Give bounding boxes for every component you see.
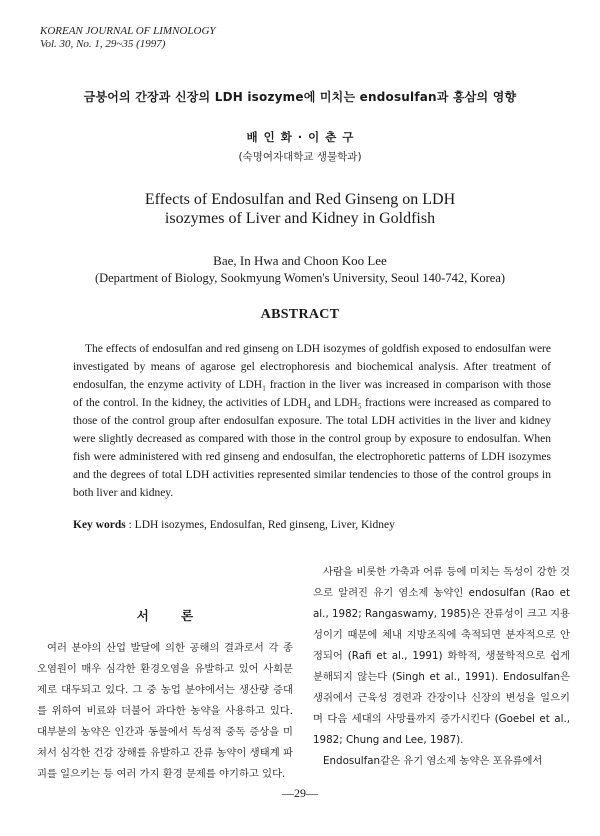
abstract-text: The effects of endosulfan and red ginseng on LDH isozymes of goldfish exposed to endosulfan were investigated by means of agarose gel electrophoresis and biochemical analysis. After treatment of endosulfan, the enzyme activity of LDH₁ fraction in the liver was increased in comparison with those of the control. In the kidney, the activities of LDH₄ and LDH₅ fractions were increased as compared to those of the control group after endosulfan exposure. The total LDH activities in the liver and kidney were slightly decreased as compared with those in the control group by exposure to endosulfan. When fish were administered with red ginseng and endosulfan, the electrophoretic patterns of LDH isozymes and the degrees of total LDH activities represented similar tendencies to those of the control groups in both liver and kidney.	[73, 343, 551, 499]
journal-header	[40, 25, 216, 51]
abstract-heading: ABSTRACT	[260, 307, 340, 322]
korean-affiliation: (숙명여자대학교 생물학과)	[238, 151, 362, 163]
english-title	[0, 190, 600, 228]
right-column	[313, 562, 570, 772]
korean-authors: 배 인 화 · 이 춘 구	[246, 130, 354, 144]
page-number: —29—	[282, 786, 318, 800]
keywords-separator: :	[125, 519, 135, 531]
intro-left-paragraph: 여러 분야의 산업 발달에 의한 공해의 결과로서 각 종 오염원이 매우 심각한 환경오염을 유발하고 있어 사회문제로 대두되고 있다. 그 중 농업 분야에서는 생산량 증대를 위하여 비료와 더불어 과다한 농약을 사용하고 있다. 대부분의 농약은 인간과 동물에서 독성적 중독 증상을 미쳐서 심각한 건강 장해를 유발하고 잔류 농약이 생태계 파괴를 일으키는 등 여러 가지 환경 문제를 야기하고 있다.	[37, 642, 293, 780]
english-authors: Bae, In Hwa and Choon Koo Lee	[213, 253, 387, 268]
english-title-line1: Effects of Endosulfan and Red Ginseng on LDH	[144, 191, 456, 208]
journal-volume: Vol. 30, No. 1, 29~35 (1997)	[40, 38, 166, 50]
keywords-text: LDH isozymes, Endosulfan, Red ginseng, Liver, Kidney	[134, 519, 395, 531]
intro-heading: 서 론	[136, 608, 208, 623]
intro-right-paragraph-2: Endosulfan같은 유기 염소제 농약은 포유류에서	[323, 755, 543, 767]
korean-title: 금붕어의 간장과 신장의 LDH isozyme에 미치는 endosulfan과 홍삼의 영향	[83, 90, 517, 104]
english-affiliation: (Department of Biology, Sookmyung Women's University, Seoul 140-742, Korea)	[94, 271, 506, 285]
english-title-line2: isozymes of Liver and Kidney in Goldfish	[164, 210, 436, 227]
left-column	[37, 606, 293, 785]
intro-right-paragraph-1: 사람을 비롯한 가축과 어류 등에 미치는 독성이 강한 것으로 알려진 유기 염소제 농약인 endosulfan (Rao et al., 1982; Rangaswamy, 1985)은 잔류성이 크고 지용성이기 때문에 체내 지방조직에 축적되면 분자적으로 안정되어 (Rafi et al., 1991) 화학적, 생물학적으로 쉽게 분해되지 않는다 (Singh et al., 1991). Endosulfan은 생쥐에서 근육성 경련과 간장이나 신장의 변성을 일으키며 다음 세대의 사망률까지 증가시킨다 (Goebel et al., 1982; Chung and Lee, 1987).	[313, 566, 570, 746]
journal-name: KOREAN JOURNAL OF LIMNOLOGY	[40, 25, 216, 37]
keywords-label: Key words	[73, 519, 126, 531]
keywords-line	[73, 519, 551, 531]
